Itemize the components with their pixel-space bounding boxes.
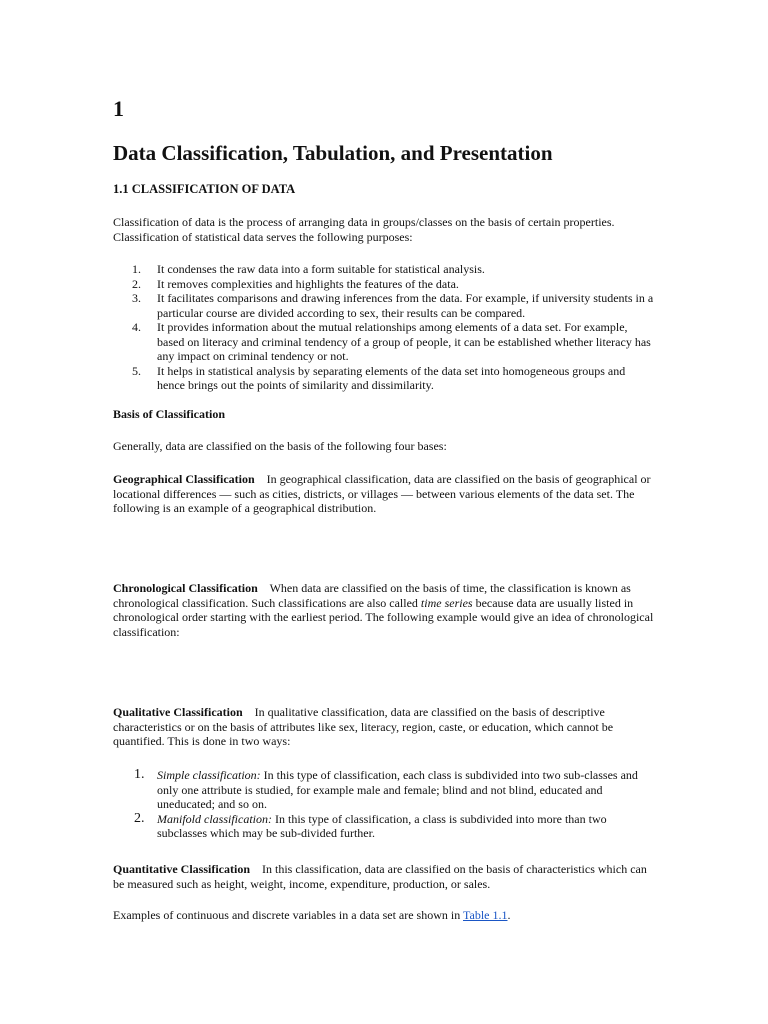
qualitative-paragraph bbox=[113, 705, 655, 749]
examples-text-before: Examples of continuous and discrete variables in a data set are shown in bbox=[113, 908, 464, 922]
way-term: Simple classification: bbox=[157, 768, 261, 782]
table-1-1-link[interactable]: Table 1.1 bbox=[463, 908, 508, 922]
quantitative-paragraph bbox=[113, 862, 655, 891]
qualitative-label: Qualitative Classification bbox=[113, 705, 243, 719]
purposes-list bbox=[113, 262, 655, 393]
list-item bbox=[113, 768, 655, 812]
qualitative-ways-list bbox=[113, 768, 655, 841]
examples-text-after: . bbox=[507, 908, 511, 922]
quantitative-text: In this classification, data are classified on the basis of characteristics which can be measured such as height, weight, income, expenditure, production, or sales. bbox=[113, 862, 647, 891]
examples-paragraph bbox=[113, 908, 655, 923]
chronological-text-before: When data are classified on the basis of time, the classification is known as chronological classification. Such classifications are also called bbox=[113, 581, 631, 610]
chronological-paragraph bbox=[113, 581, 655, 639]
time-series-term: time series bbox=[420, 595, 473, 610]
chapter-title: Data Classification, Tabulation, and Presentation bbox=[113, 141, 553, 165]
section-heading: 1.1 CLASSIFICATION OF DATA bbox=[113, 182, 296, 196]
list-text: It removes complexities and highlights the features of the data. bbox=[157, 276, 459, 291]
list-text: It helps in statistical analysis by separating elements of the data set into homogeneous groups and hence brings out the points of similarity and dissimilarity. bbox=[157, 363, 626, 392]
list-text: It facilitates comparisons and drawing inferences from the data. For example, if university students in a particular course are divided according to sex, their results can be compared. bbox=[157, 291, 654, 320]
qualitative-text: In qualitative classification, data are classified on the basis of descriptive characteristics or on the basis of attributes like sex, literacy, region, caste, or education, which cannot be quantified. This is done in two ways: bbox=[113, 705, 614, 748]
chronological-text-after: because data are usually listed in chronological order starting with the earliest period. The following example would give an idea of chronological classification: bbox=[113, 595, 654, 639]
chapter-number: 1 bbox=[113, 96, 124, 121]
list-item bbox=[113, 320, 655, 364]
list-number: 3. bbox=[132, 291, 141, 305]
section-intro-paragraph: Classification of data is the process of arranging data in groups/classes on the basis of certain properties. Classification of statistical data serves the following purposes: bbox=[113, 215, 615, 244]
way-text: In this type of classification, a class is subdivided into more than two subclasses which may be sub-divided further. bbox=[157, 811, 607, 840]
geographical-paragraph bbox=[113, 472, 655, 516]
list-item bbox=[113, 262, 655, 277]
list-number: 4. bbox=[132, 320, 141, 334]
list-number: 2. bbox=[132, 276, 141, 291]
geographical-label: Geographical Classification bbox=[113, 472, 255, 486]
quantitative-label: Quantitative Classification bbox=[113, 862, 250, 876]
chronological-label: Chronological Classification bbox=[113, 581, 258, 595]
list-item bbox=[113, 291, 655, 320]
basis-heading: Basis of Classification bbox=[113, 407, 226, 421]
list-text: It provides information about the mutual relationships among elements of a data set. For example, based on literacy and criminal tendency of a group of people, it can be established whether literacy has any impact on criminal tendency or not. bbox=[157, 320, 651, 363]
list-number: 1. bbox=[134, 767, 145, 782]
basis-intro-paragraph: Generally, data are classified on the basis of the following four bases: bbox=[113, 439, 447, 453]
list-text: It condenses the raw data into a form suitable for statistical analysis. bbox=[157, 262, 485, 276]
list-item bbox=[113, 364, 655, 393]
list-item bbox=[113, 277, 655, 292]
list-item bbox=[113, 812, 655, 841]
way-text: In this type of classification, each class is subdivided into two sub-classes and only one attribute is studied, for example male and female; blind and not blind, educated and uneducated; and so on. bbox=[157, 768, 638, 811]
list-number: 1. bbox=[132, 262, 141, 276]
geographical-text: In geographical classification, data are classified on the basis of geographical or locational differences — such as cities, districts, or villages — between various elements of the data set. The following is an example of a geographical distribution. bbox=[113, 472, 651, 515]
list-number: 2. bbox=[134, 810, 145, 826]
way-term: Manifold classification: bbox=[157, 811, 272, 826]
list-number: 5. bbox=[132, 363, 141, 378]
